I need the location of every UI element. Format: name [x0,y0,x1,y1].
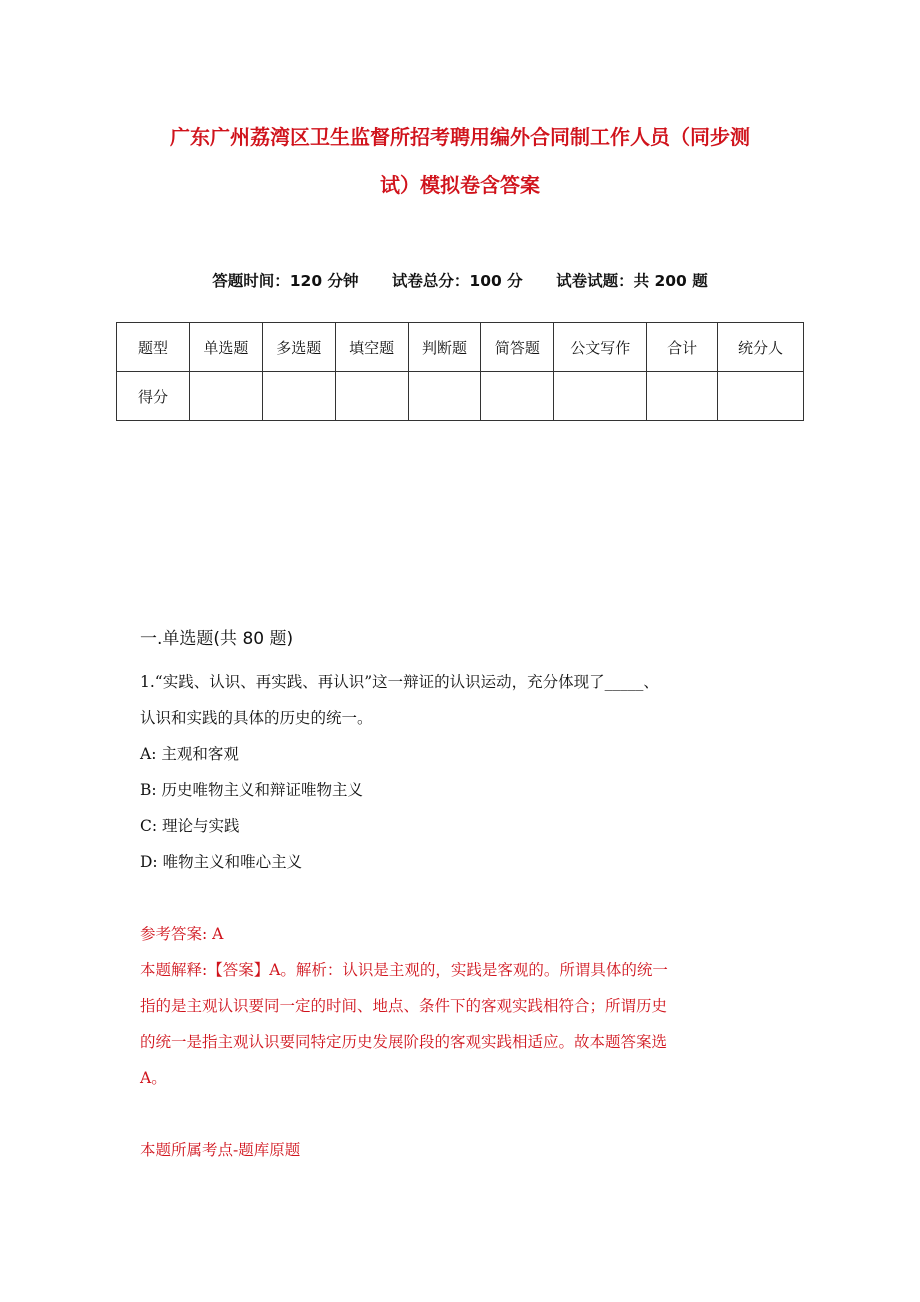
section-heading: 一.单选题(共 80 题) [140,629,294,649]
header-cell: 题型 [117,323,190,372]
explanation-line: 的统一是指主观认识要同特定历史发展阶段的客观实践相适应。故本题答案选 [140,1033,668,1051]
header-cell: 简答题 [481,323,554,372]
header-cell: 多选题 [262,323,335,372]
option-c: C: 理论与实践 [140,817,240,835]
option-b: B: 历史唯物主义和辩证唯物主义 [140,781,364,799]
header-cell: 统分人 [718,323,804,372]
option-d: D: 唯物主义和唯心主义 [140,853,303,871]
title-line-2: 试）模拟卷含答案 [380,173,540,197]
score-cell [554,372,647,421]
exam-time: 答题时间：120 分钟 [212,272,359,290]
question-stem [140,664,785,736]
question-stem-line: 认识和实践的具体的历史的统一。 [140,709,373,727]
explanation-line: A。 [140,1069,167,1087]
document-title [120,113,800,209]
score-cell [408,372,481,421]
explanation-line: 本题解释:【答案】A。解析：认识是主观的，实践是客观的。所谓具体的统一 [140,961,668,979]
question-source: 本题所属考点-题库原题 [140,1141,301,1159]
score-table [116,322,804,421]
score-table-header-row [117,323,804,372]
exam-total-score: 试卷总分：100 分 [391,272,523,290]
explanation-line: 指的是主观认识要同一定的时间、地点、条件下的客观实践相符合；所谓历史 [140,997,668,1015]
question-stem-line: 1.“实践、认识、再实践、再认识”这一辩证的认识运动，充分体现了_____、 [140,673,659,691]
header-cell: 填空题 [335,323,408,372]
exam-question-count: 试卷试题：共 200 题 [556,272,708,290]
score-cell [335,372,408,421]
score-cell [262,372,335,421]
score-table-score-row [117,372,804,421]
header-cell: 合计 [647,323,718,372]
score-cell [647,372,718,421]
question-options [140,736,785,880]
option-a: A: 主观和客观 [140,745,239,763]
answer-explanation [140,952,785,1096]
header-cell: 单选题 [189,323,262,372]
header-cell: 公文写作 [554,323,647,372]
score-cell [189,372,262,421]
header-cell: 判断题 [408,323,481,372]
score-cell [718,372,804,421]
reference-answer: 参考答案: A [140,925,224,943]
score-row-label: 得分 [117,372,190,421]
exam-meta [0,269,920,291]
title-line-1: 广东广州荔湾区卫生监督所招考聘用编外合同制工作人员（同步测 [170,125,750,149]
score-cell [481,372,554,421]
